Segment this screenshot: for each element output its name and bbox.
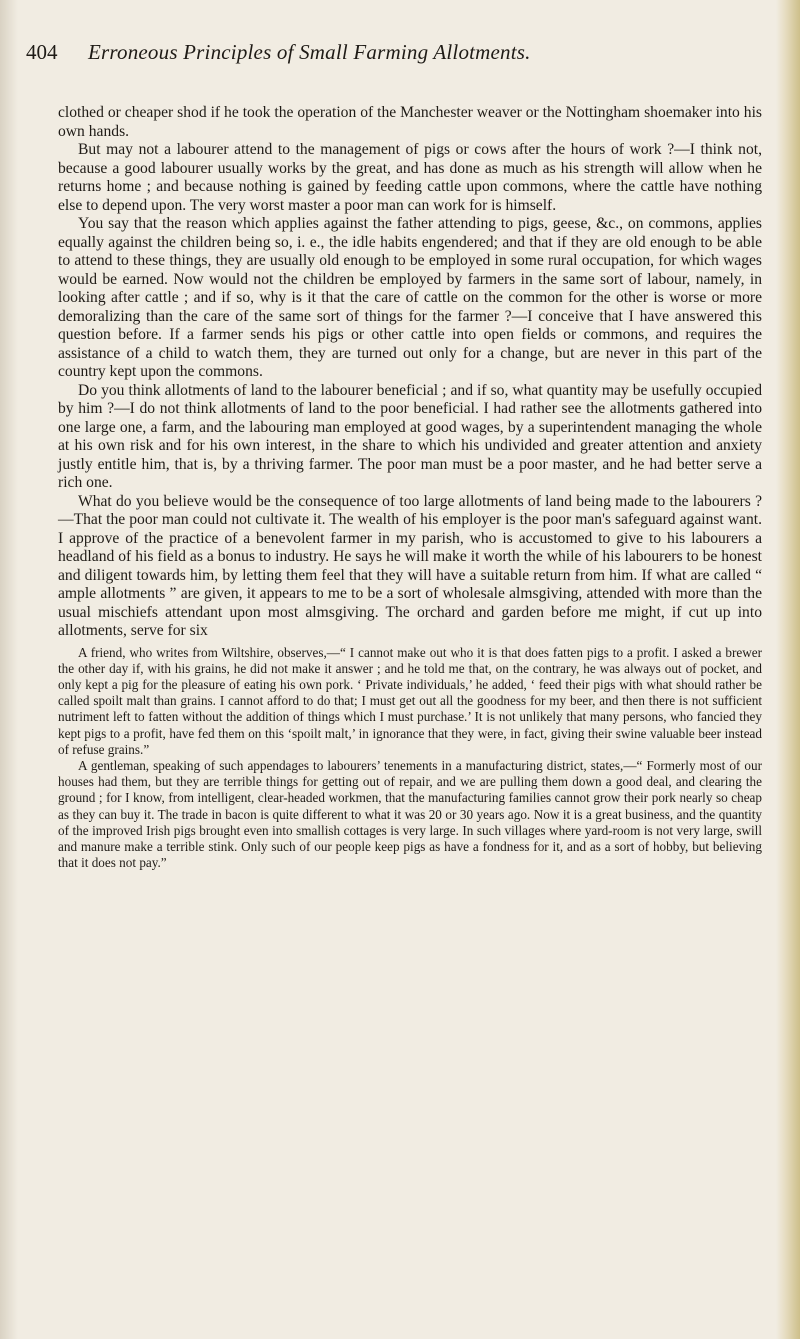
note: A gentleman, speaking of such appendages to labourers’ tenements in a manufacturing district, states,—“ Formerly most of our houses had them, but they are terrible things for getting out of repair, and we are pulling them down a good deal, and clearing the ground ; for I know, from intelligent, clear-headed workmen, that the manufacturing families cannot grow their pork nearly so cheap as they can buy it. The trade in bacon is quite different to what it was 20 or 30 years ago. Now it is a great business, and the quantity of the improved Irish pigs brought even into smallish cottages is very large. In such villages where yard-room is not very large, swill and manure make a terrible stink. Only such of our people keep pigs as have a fondness for it, and as a sort of hobby, but believing that it does not pay.” — [58, 757, 762, 871]
paragraph: But may not a labourer attend to the management of pigs or cows after the hours of work ?—I think not, because a good labourer usually works by the great, and has done as much as his strength will allow when he returns home ; and because nothing is gained by feeding cattle upon commons, where the cattle have nothing else to depend upon. The very worst master a poor man can work for is himself. — [58, 141, 762, 214]
page-edge — [776, 0, 800, 1339]
paragraph: What do you believe would be the consequence of too large allotments of land being made to the labourers ?—That the poor man could not cultivate it. The wealth of his employer is the poor man's safeguard against want. I approve of the practice of a benevolent farmer in my parish, who is accustomed to give to his labourers a headland of his field as a bonus to industry. He says he will make it worth the while of his labourers to be honest and diligent towards him, by letting them feel that they will have a suitable return from him. If what are called “ ample allotments ” are given, it appears to me to be a sort of wholesale almsgiving, attended with more than the usual mischiefs attendant upon most almsgiving. The orchard and garden before me might, if cut up into allotments, serve for six — [58, 492, 762, 639]
book-page — [26, 40, 762, 871]
page-gutter-shadow — [0, 0, 18, 1339]
paragraph: clothed or cheaper shod if he took the operation of the Manchester weaver or the Nottingham shoemaker into his own hands. — [58, 104, 762, 140]
main-text — [58, 104, 762, 641]
notes-section — [58, 645, 762, 872]
note: A friend, who writes from Wiltshire, observes,—“ I cannot make out who it is that does fatten pigs to a profit. I asked a brewer the other day if, with his grains, he did not make it answer ; and he told me that, on the contrary, he was always out of pocket, and only kept a pig for the pleasure of eating his own pork. ‘ Private individuals,’ he added, ‘ feed their pigs with what should rather be called spoilt malt than grains. I cannot afford to do that; I must get out all the goodness for my beer, and then there is not sufficient nutriment left to fatten without the addition of things which I must purchase.’ It is not unlikely that many persons, who fancied they kept pigs to a profit, have fed them on this ‘spoilt malt,’ in ignorance that they were, in fact, giving their swine valuable beer instead of refuse grains.” — [58, 644, 762, 757]
running-head — [26, 40, 762, 74]
paragraph: You say that the reason which applies against the father attending to pigs, geese, &c., on commons, applies equally against the children being so, i. e., the idle habits engendered; and that if they are old enough to be able to attend to these things, they are usually old enough to be employed in some rural occupation, for which wages would be earned. Now would not the children be employed by farmers in the same sort of labour, namely, in looking after cattle ; and if so, why is it that the care of cattle on the common for the other is worse or more demoralizing than the care of the same sort of things for the farmer ?—I conceive that I have answered this question before. If a farmer sends his pigs or other cattle into open fields or commons, and requires the assistance of a child to watch them, they are turned out only for a change, but are never in this part of the country kept upon the commons. — [58, 215, 762, 380]
paragraph: Do you think allotments of land to the labourer beneficial ; and if so, what quantity may be usefully occupied by him ?—I do not think allotments of land to the poor beneficial. I had rather see the allotments gathered into one large one, a farm, and the labouring man employed at good wages, by a superintendent managing the whole at his own risk and for his own interest, in the share to which his undivided and greater attention and anxiety justly entitle him, that is, by a thriving farmer. The poor man must be a poor master, and he had better serve a rich one. — [58, 381, 762, 491]
page-number: 404 — [26, 40, 58, 64]
running-title: Erroneous Principles of Small Farming Allotments. — [88, 40, 531, 64]
